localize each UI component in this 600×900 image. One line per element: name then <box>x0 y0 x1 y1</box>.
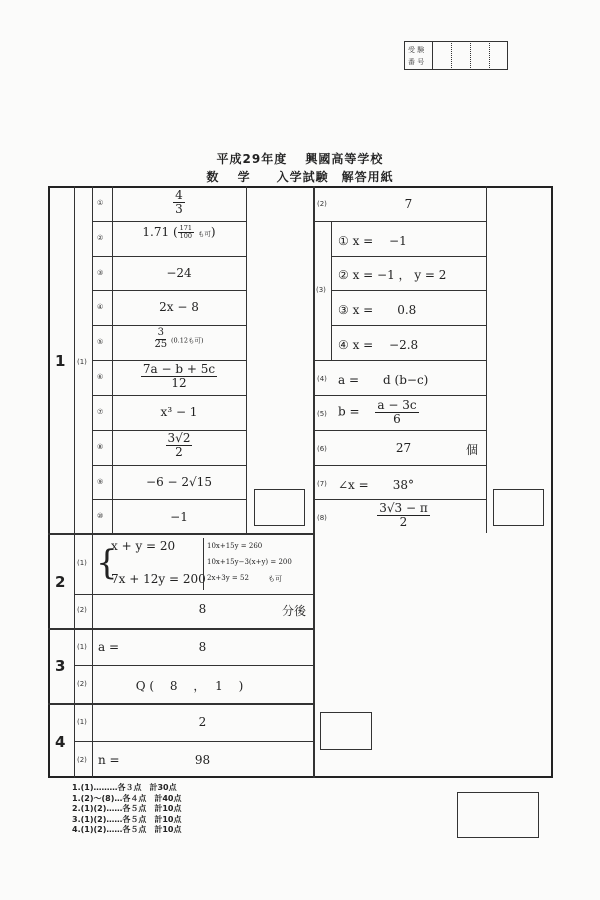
q1-part5-answer: b = $\frac{a - 3c}{6}$ <box>338 398 417 426</box>
q2-alt-1: 10x+15y = 260 <box>207 542 263 550</box>
score-box-1a[interactable] <box>254 489 305 526</box>
q2-part1-label: (1) <box>77 559 87 567</box>
q4-part1-answer: 2 <box>198 715 207 729</box>
q2-part2-answer: 8 <box>198 602 207 616</box>
q2-part2-unit: 分後 <box>282 604 307 618</box>
section-2-number: 2 <box>55 573 66 591</box>
q1-2-label: ② <box>97 234 104 242</box>
q4-part2-label: (2) <box>77 756 87 764</box>
q4-part1-label: (1) <box>77 718 87 726</box>
q1-part4-answer: a = d (b−c) <box>338 373 429 387</box>
scoring-notes <box>72 783 182 836</box>
q1-4-label: ④ <box>97 303 104 311</box>
q1-7-answer: x³ − 1 <box>160 405 198 419</box>
q1-part5-label: (5) <box>317 410 327 418</box>
q1-8-answer: $\frac{3√2}{2}$ <box>167 431 191 459</box>
q1-part8-label: (8) <box>317 514 327 522</box>
section-3-number: 3 <box>55 657 66 675</box>
q1-1-label: ① <box>97 199 104 207</box>
page-title: 平成29年度 興國高等学校 <box>216 152 384 166</box>
q1-2-answer: 1.71 ( $\frac{171}{100}$ も可) <box>142 224 216 240</box>
q1-6-label: ⑥ <box>97 373 104 381</box>
q3-part2-answer: Q ( 8 ， 1 ) <box>135 679 244 693</box>
q1-part1-label: (1) <box>77 358 87 366</box>
q2-part2-label: (2) <box>77 606 87 614</box>
q1-part3-3-answer: ③ x = 0.8 <box>338 303 417 317</box>
exam-number-label-2: 番 号 <box>408 58 425 66</box>
score-box-1b[interactable] <box>493 489 544 526</box>
q2-alt-2: 10x+15y−3(x+y) = 200 <box>207 558 292 566</box>
scoring-note: 1.(1)………各３点 計30点 <box>72 783 177 792</box>
q1-9-answer: −6 − 2√15 <box>146 475 212 489</box>
q1-part6-answer: 27 <box>395 441 412 455</box>
scoring-note: 4.(1)(2)……各５点 計10点 <box>72 825 182 834</box>
q1-part3-1-answer: ① x = −1 <box>338 234 407 248</box>
q1-part3-2-answer: ② x = −1 ， y = 2 <box>338 268 447 282</box>
q1-part2-label: (2) <box>317 200 327 208</box>
q2-alt-3: 2x+3y = 52 <box>207 574 249 582</box>
q3-part1-label: (1) <box>77 643 87 651</box>
q1-part4-label: (4) <box>317 375 327 383</box>
q1-6-answer: $\frac{7a - b + 5c}{12}$ <box>142 362 216 390</box>
q1-part3-label: (3) <box>316 286 326 294</box>
q1-3-label: ③ <box>97 269 104 277</box>
q1-part2-answer: 7 <box>404 197 413 211</box>
section-4-number: 4 <box>55 733 66 751</box>
section-1-number: 1 <box>55 352 66 370</box>
q1-part6-label: (6) <box>317 445 327 453</box>
page-subtitle: 数 学 入学試験 解答用紙 <box>206 170 394 184</box>
q4-part2-lhs: n = <box>98 753 120 767</box>
q1-5-label: ⑤ <box>97 338 104 346</box>
scoring-note: 2.(1)(2)……各５点 計10点 <box>72 804 182 813</box>
q1-4-answer: 2x − 8 <box>159 300 199 314</box>
q3-part1-answer: 8 <box>198 640 207 654</box>
q1-10-label: ⑩ <box>97 512 104 520</box>
q1-part7-label: (7) <box>317 480 327 488</box>
q1-part3-4-answer: ④ x = −2.8 <box>338 338 419 352</box>
total-score-box[interactable] <box>457 792 539 838</box>
q3-part2-label: (2) <box>77 680 87 688</box>
q2-equation-1: x + y = 20 <box>111 539 176 553</box>
q1-3-answer: −24 <box>166 266 192 280</box>
q1-9-label: ⑨ <box>97 478 104 486</box>
system-brace-icon: { <box>96 543 118 583</box>
q1-7-label: ⑦ <box>97 408 104 416</box>
q1-8-label: ⑧ <box>97 443 104 451</box>
q2-alt-ok: も可 <box>268 575 282 583</box>
q1-10-answer: −1 <box>170 510 188 524</box>
exam-number-label: 受 験 <box>408 46 425 54</box>
scoring-note: 3.(1)(2)……各５点 計10点 <box>72 814 182 824</box>
scoring-note: 1.(2)〜(8)…各４点 計40点 <box>72 793 182 803</box>
q1-5-answer: $\frac{3}{25}$ (0.12も可) <box>154 327 204 350</box>
q1-1-answer: $\frac{4}{3}$ <box>175 188 183 216</box>
q4-part2-answer: 98 <box>194 753 211 767</box>
q2-equation-2: 7x + 12y = 200 <box>111 572 206 586</box>
q1-part8-answer: $\frac{3√3 - \pi}{2}$ <box>379 501 428 529</box>
score-box-2[interactable] <box>320 712 372 750</box>
q3-part1-lhs: a = <box>98 640 120 654</box>
q1-part6-unit: 個 <box>466 443 479 457</box>
q1-part7-answer: ∠x = 38° <box>338 478 414 492</box>
